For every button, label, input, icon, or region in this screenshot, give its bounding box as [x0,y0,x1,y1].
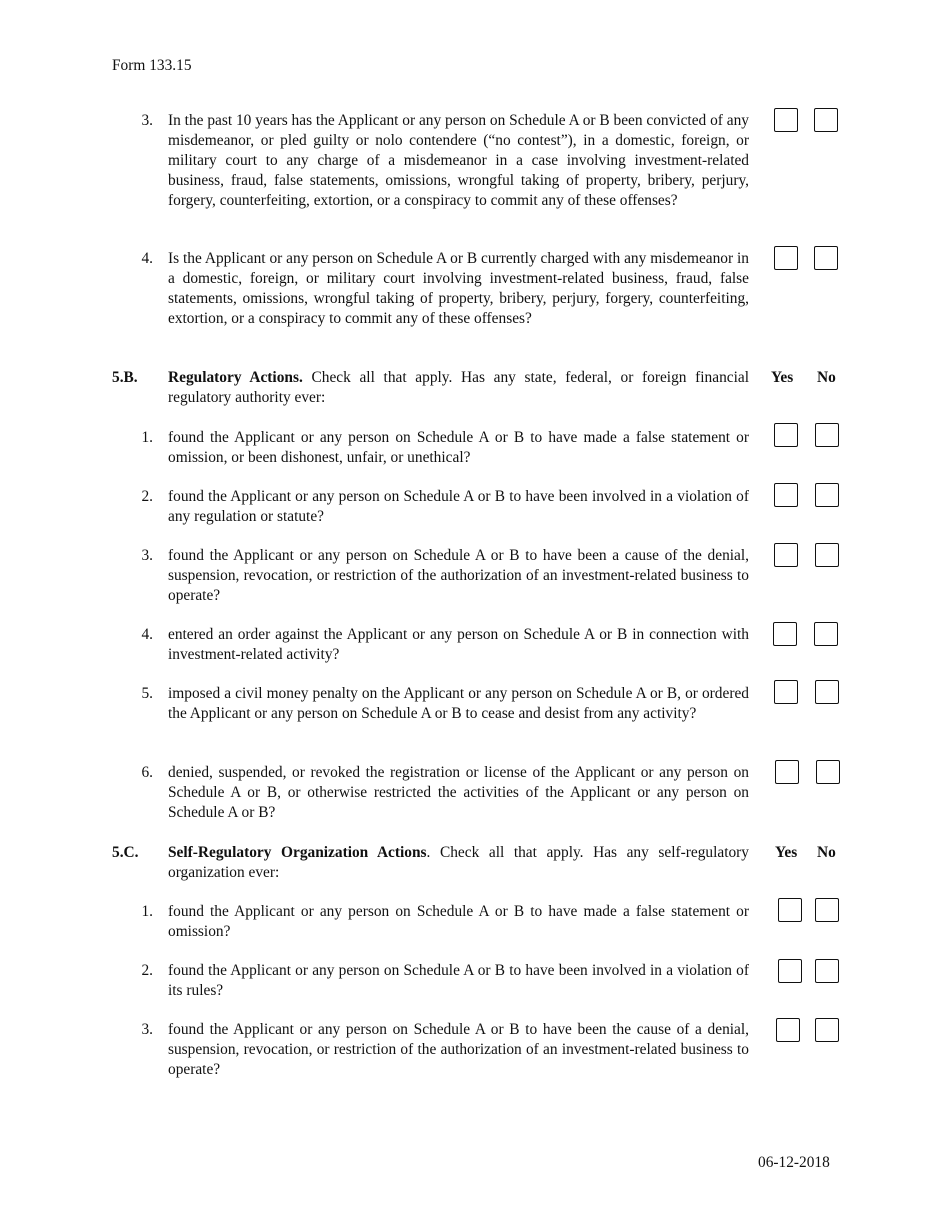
item-number: 6. [141,764,153,781]
yes-column-label: Yes [775,844,798,861]
yes-checkbox[interactable] [774,680,798,704]
question-text: found the Applicant or any person on Schedule A or B to have made a false statement or omission, or been dishonest, unfair, or unethical? [168,429,749,466]
no-checkbox[interactable] [814,622,838,646]
no-checkbox[interactable] [815,680,839,704]
item-number: 2. [141,488,153,505]
question-text: found the Applicant or any person on Schedule A or B to have been a cause of the denial, suspension, revocation, or restriction of the authorization of an investment-related business to operate? [168,547,749,604]
question-text: entered an order against the Applicant or any person on Schedule A or B in connection with investment-related activity? [168,626,749,663]
no-checkbox[interactable] [815,1018,839,1042]
revision-date: 06-12-2018 [758,1154,830,1171]
no-checkbox[interactable] [815,423,839,447]
section-title: Regulatory Actions. [168,369,303,386]
question-text: In the past 10 years has the Applicant or any person on Schedule A or B been convicted of any misdemeanor, or pled guilty or nolo contendere (“no contest”), in a domestic, foreign, or military court to any charge of a misdemeanor in a case involving investment-related business, fraud, false statements, omissions, wrongful taking of property, bribery, perjury, forgery, counterfeiting, extortion, or a conspiracy to commit any of these offenses? [168,112,749,209]
yes-checkbox[interactable] [774,423,798,447]
question-text: found the Applicant or any person on Schedule A or B to have been involved in a violation of any regulation or statute? [168,488,749,525]
item-number: 5. [141,685,153,702]
no-checkbox[interactable] [814,246,838,270]
yes-checkbox[interactable] [774,483,798,507]
question-text: found the Applicant or any person on Schedule A or B to have been involved in a violation of its rules? [168,962,749,999]
no-checkbox[interactable] [815,483,839,507]
item-number: 4. [141,250,153,267]
no-column-label: No [817,369,836,386]
form-number: Form 133.15 [112,57,192,74]
section-heading [168,368,749,408]
question-text: Is the Applicant or any person on Schedule A or B currently charged with any misdemeanor in a domestic, foreign, or military court involving investment-related business, fraud, false statements, omissions, wrongful taking of property, bribery, perjury, forgery, counterfeiting, extortion, or a conspiracy to commit any of these offenses? [168,250,749,327]
item-number: 1. [141,429,153,446]
section-intro: . Check all that apply. Has any self-regulatory organization ever: [168,844,749,881]
question-text: denied, suspended, or revoked the registration or license of the Applicant or any person on Schedule A or B, or otherwise restricted the activities of the Applicant or any person on Schedule A or B? [168,764,749,821]
yes-checkbox[interactable] [775,760,799,784]
yes-checkbox[interactable] [774,543,798,567]
no-checkbox[interactable] [815,959,839,983]
yes-checkbox[interactable] [774,108,798,132]
no-checkbox[interactable] [815,898,839,922]
item-number: 3. [141,112,153,129]
yes-column-label: Yes [771,369,794,386]
no-checkbox[interactable] [815,543,839,567]
no-column-label: No [817,844,836,861]
section-heading [168,843,749,883]
section-number: 5.B. [112,369,138,386]
item-number: 4. [141,626,153,643]
question-text: found the Applicant or any person on Schedule A or B to have made a false statement or omission? [168,903,749,940]
question-text: found the Applicant or any person on Schedule A or B to have been the cause of a denial, suspension, revocation, or restriction of the authorization of an investment-related business to operate? [168,1021,749,1078]
question-text: imposed a civil money penalty on the Applicant or any person on Schedule A or B, or ordered the Applicant or any person on Schedule A or B to cease and desist from any activity? [168,685,749,722]
yes-checkbox[interactable] [776,1018,800,1042]
yes-checkbox[interactable] [778,898,802,922]
section-number: 5.C. [112,844,139,861]
yes-checkbox[interactable] [773,622,797,646]
item-number: 1. [141,903,153,920]
item-number: 3. [141,1021,153,1038]
item-number: 3. [141,547,153,564]
section-intro: Check all that apply. Has any state, federal, or foreign financial regulatory authority ever: [168,369,749,406]
item-number: 2. [141,962,153,979]
no-checkbox[interactable] [816,760,840,784]
yes-checkbox[interactable] [778,959,802,983]
yes-checkbox[interactable] [774,246,798,270]
no-checkbox[interactable] [814,108,838,132]
section-title: Self-Regulatory Organization Actions [168,844,427,861]
